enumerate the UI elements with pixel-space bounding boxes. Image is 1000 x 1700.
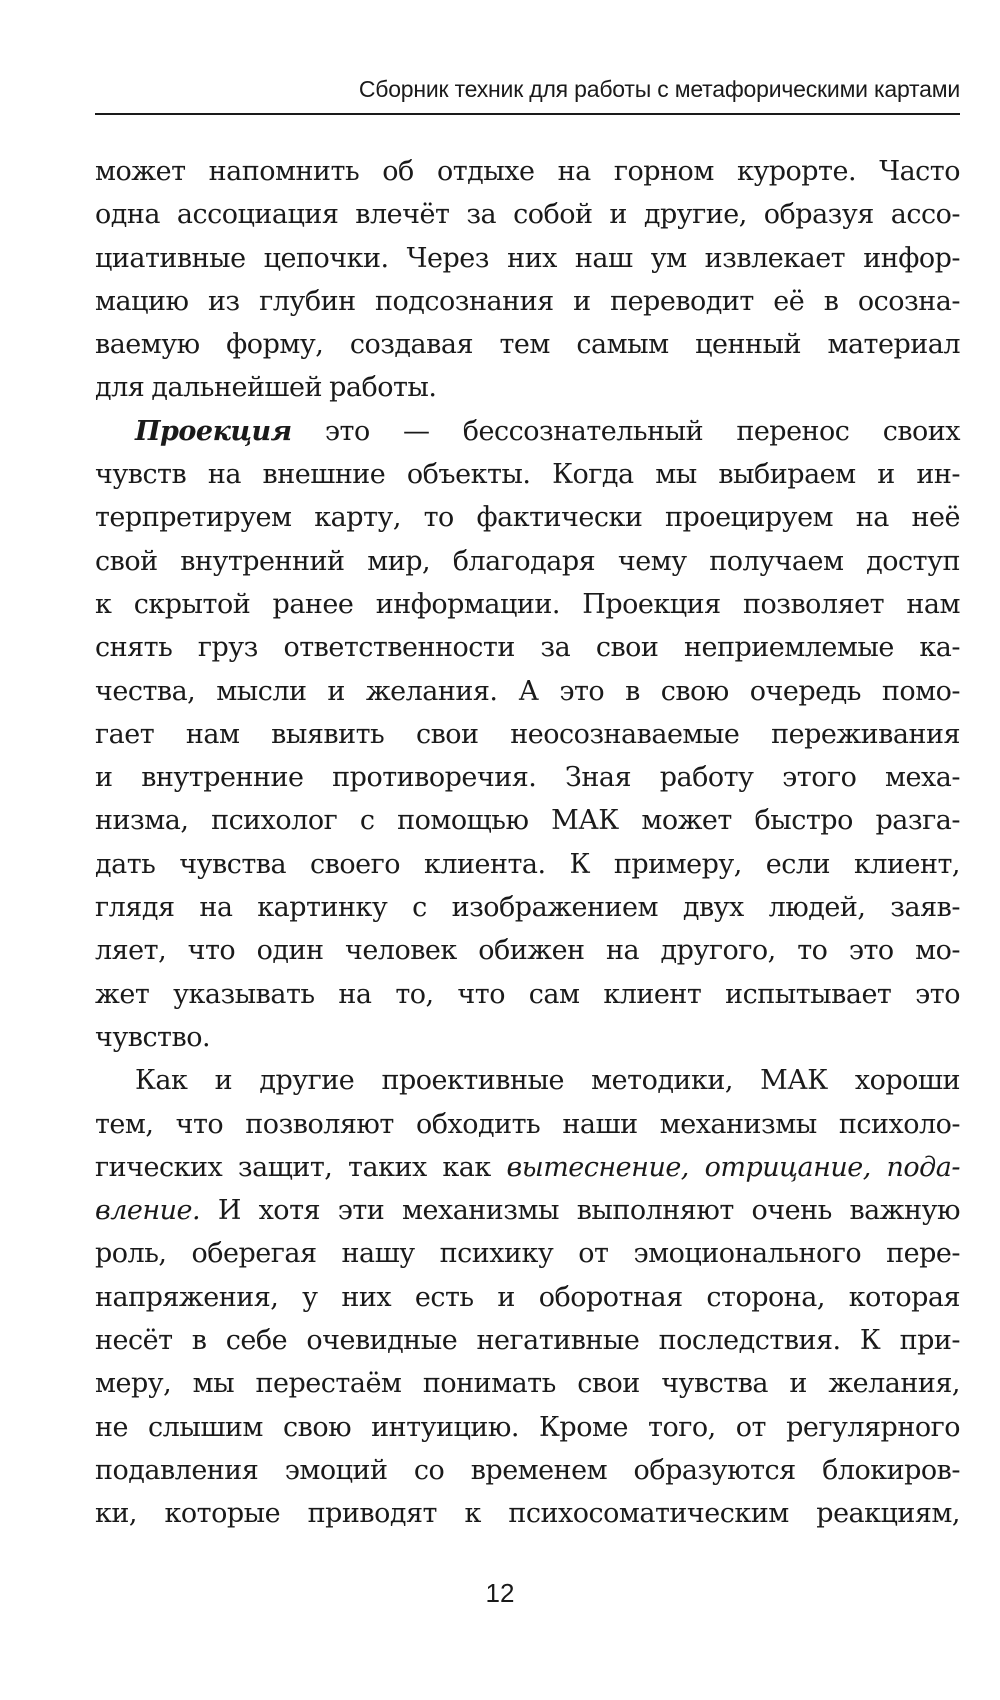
paragraph-defenses xyxy=(95,1059,960,1535)
text-line: глядя на картинку с изображением двух людей, заяв- xyxy=(95,892,960,924)
text-line: может напомнить об отдыхе на горном курорте. Часто xyxy=(95,156,960,187)
text-line: мацию из глубин подсознания и переводит её в осозна- xyxy=(95,285,960,317)
text-line: чувство. xyxy=(95,1021,211,1053)
text-line: терпретируем карту, то фактически проецируем на неё xyxy=(95,502,960,534)
text-line xyxy=(95,1146,960,1189)
text-line: ляет, что один человек обижен на другого, то это мо- xyxy=(95,935,960,967)
paragraph-associations xyxy=(95,150,960,410)
text-fragment: гических защит, таких как xyxy=(95,1151,507,1183)
text-fragment: это — бессознательный перенос своих xyxy=(291,415,960,447)
text-line: напряжения, у них есть и оборотная сторона, которая xyxy=(95,1281,960,1313)
text-line: свой внутренний мир, благодаря чему получаем доступ xyxy=(95,545,960,577)
text-line: и внутренние противоречия. Зная работу этого меха- xyxy=(95,762,960,794)
paragraph-projection xyxy=(95,410,960,1059)
text-line: одна ассоциация влечёт за собой и другие, образуя ассо- xyxy=(95,199,960,231)
text-line: Как и другие проективные методики, МАК хороши xyxy=(135,1065,960,1097)
text-line: дать чувства своего клиента. К примеру, если клиент, xyxy=(95,848,960,880)
text-line xyxy=(95,1189,960,1232)
defense-terms-italic: вление. xyxy=(95,1195,201,1227)
text-line: подавления эмоций со временем образуются блокиров- xyxy=(95,1454,960,1486)
defense-terms-italic: вытеснение, отрицание, пода- xyxy=(506,1151,960,1183)
text-line: жет указывать на то, что сам клиент испытывает это xyxy=(95,978,960,1010)
text-line: гает нам выявить свои неосознаваемые переживания xyxy=(95,718,960,750)
text-fragment: И хотя эти механизмы выполняют очень важную xyxy=(200,1195,960,1227)
text-line: чувств на внешние объекты. Когда мы выбираем и ин- xyxy=(95,459,960,491)
term-projection: Проекция xyxy=(135,415,292,447)
text-line: циативные цепочки. Через них наш ум извлекает инфор- xyxy=(95,242,960,274)
text-line: для дальнейшей работы. xyxy=(95,372,437,404)
text-line: не слышим свою интуицию. Кроме того, от регулярного xyxy=(95,1411,960,1443)
text-line: тем, что позволяют обходить наши механизмы психоло- xyxy=(95,1108,960,1140)
page-number: 12 xyxy=(485,1578,515,1608)
page-body xyxy=(95,150,960,1536)
header-rule xyxy=(95,113,960,115)
text-line: ки, которые приводят к психосоматическим реакциям, xyxy=(95,1498,960,1530)
text-line xyxy=(95,410,960,453)
running-head-title: Сборник техник для работы с метафорическими картами xyxy=(358,76,960,102)
text-line: роль, оберегая нашу психику от эмоционального пере- xyxy=(95,1238,960,1270)
text-line: низма, психолог с помощью МАК может быстро разга- xyxy=(95,805,960,837)
text-line: к скрытой ранее информации. Проекция позволяет нам xyxy=(95,588,960,620)
text-line: несёт в себе очевидные негативные последствия. К при- xyxy=(95,1325,960,1357)
text-line: снять груз ответственности за свои неприемлемые ка- xyxy=(95,632,960,664)
text-line: ваемую форму, создавая тем самым ценный материал xyxy=(95,329,960,361)
text-line: чества, мысли и желания. А это в свою очередь помо- xyxy=(95,675,960,707)
text-line: меру, мы перестаём понимать свои чувства и желания, xyxy=(95,1368,960,1400)
